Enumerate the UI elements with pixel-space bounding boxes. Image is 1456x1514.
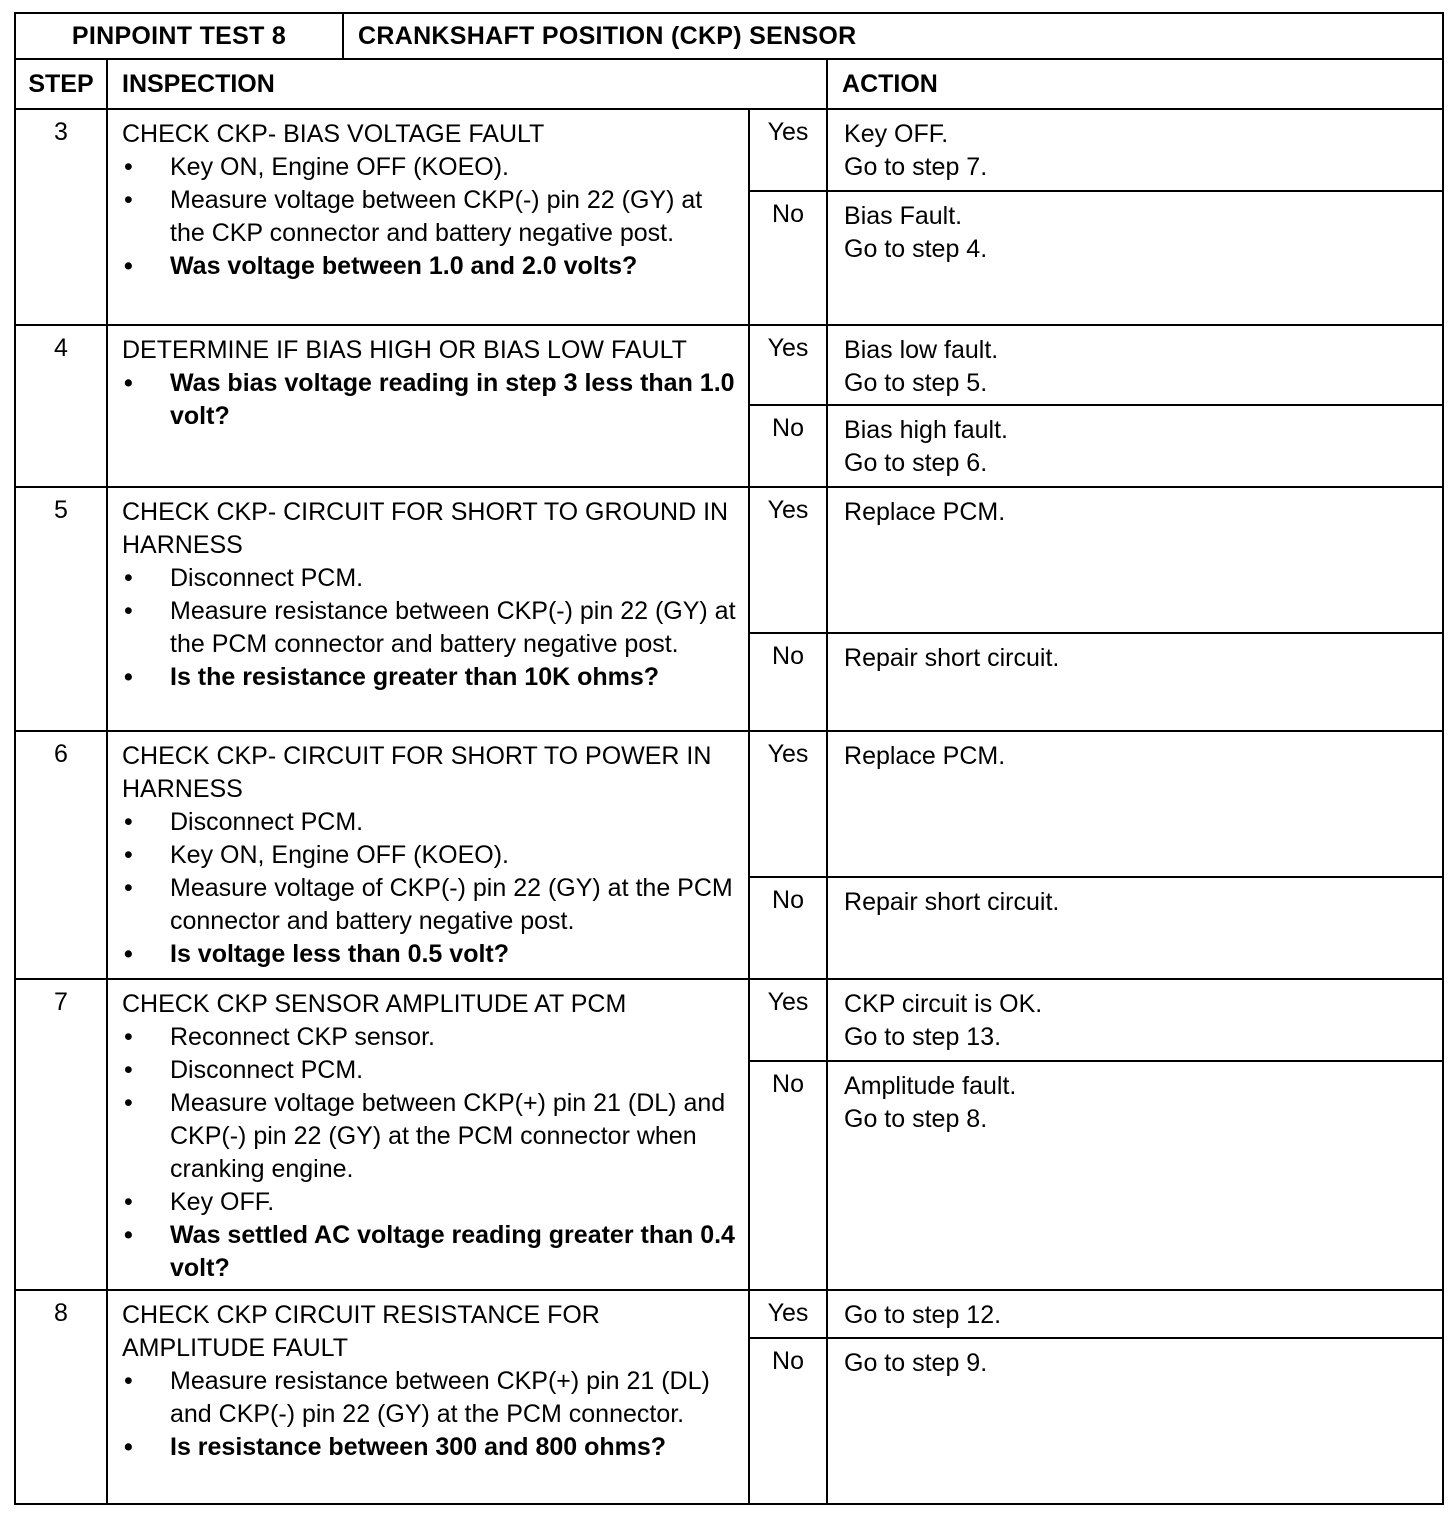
yes-label: Yes: [749, 731, 827, 877]
inspection-bullets: [122, 806, 738, 971]
inspection-bullet: • Key ON, Engine OFF (KOEO).: [122, 151, 738, 184]
inspection-bullet: • Measure voltage between CKP(+) pin 21 (DL) and CKP(-) pin 22 (GY) at the PCM connector when cranking engine.: [122, 1087, 738, 1186]
no-label: No: [749, 1061, 827, 1290]
yes-action: [827, 109, 1443, 191]
step-row-yes: [15, 109, 1443, 191]
yes-label: Yes: [749, 487, 827, 633]
step-row-yes: [15, 979, 1443, 1061]
step-number: 4: [15, 325, 107, 487]
action-line: Go to step 5.: [844, 369, 988, 397]
step-number: 5: [15, 487, 107, 731]
inspection-question: • Was bias voltage reading in step 3 less than 1.0 volt?: [122, 367, 738, 433]
inspection-bullet: • Disconnect PCM.: [122, 1054, 738, 1087]
inspection-bullet: • Reconnect CKP sensor.: [122, 1021, 738, 1054]
yes-label: Yes: [749, 325, 827, 405]
inspection-bullets: [122, 1021, 738, 1285]
column-header-inspection: INSPECTION: [107, 59, 827, 109]
inspection-bullet: • Disconnect PCM.: [122, 562, 738, 595]
test-title: CRANKSHAFT POSITION (CKP) SENSOR: [343, 13, 1443, 59]
action-line: Replace PCM.: [844, 498, 1006, 526]
column-header-action: ACTION: [827, 59, 1443, 109]
inspection-bullets: [122, 562, 738, 694]
yes-label: Yes: [749, 109, 827, 191]
step-number: 3: [15, 109, 107, 325]
no-action: [827, 877, 1443, 979]
action-line: Go to step 12.: [844, 1301, 1002, 1329]
step-row-yes: [15, 731, 1443, 877]
inspection-bullets: [122, 1365, 738, 1464]
no-action: [827, 191, 1443, 325]
test-label: PINPOINT TEST 8: [15, 13, 343, 59]
action-line: Amplitude fault.: [844, 1072, 1017, 1101]
inspection-question: • Was voltage between 1.0 and 2.0 volts?: [122, 250, 738, 283]
step-row-yes: [15, 487, 1443, 633]
yes-label: Yes: [749, 1290, 827, 1338]
action-line: Go to step 8.: [844, 1105, 988, 1134]
action-line: Go to step 13.: [844, 1023, 1002, 1051]
action-line: Go to step 7.: [844, 153, 988, 181]
yes-action: [827, 325, 1443, 405]
action-line: Go to step 6.: [844, 449, 988, 477]
step-number: 6: [15, 731, 107, 979]
step-inspection: [107, 325, 749, 487]
no-action: [827, 1061, 1443, 1290]
inspection-title: CHECK CKP SENSOR AMPLITUDE AT PCM: [122, 990, 627, 1018]
inspection-question: • Is the resistance greater than 10K ohms?: [122, 661, 738, 694]
no-label: No: [749, 633, 827, 731]
inspection-question: • Is voltage less than 0.5 volt?: [122, 938, 738, 971]
action-line: Repair short circuit.: [844, 644, 1060, 672]
action-line: Replace PCM.: [844, 742, 1006, 770]
yes-action: [827, 731, 1443, 877]
yes-action: [827, 1290, 1443, 1338]
inspection-title: CHECK CKP- CIRCUIT FOR SHORT TO GROUND IN HARNESS: [122, 498, 729, 559]
yes-action: [827, 979, 1443, 1061]
action-line: Bias low fault.: [844, 336, 999, 364]
step-row-yes: [15, 325, 1443, 405]
action-line: Go to step 4.: [844, 235, 988, 263]
action-line: Key OFF.: [844, 120, 949, 148]
inspection-title: DETERMINE IF BIAS HIGH OR BIAS LOW FAULT: [122, 336, 687, 364]
inspection-title: CHECK CKP- BIAS VOLTAGE FAULT: [122, 120, 545, 148]
inspection-bullet: • Disconnect PCM.: [122, 806, 738, 839]
inspection-bullet: • Key OFF.: [122, 1186, 738, 1219]
no-label: No: [749, 191, 827, 325]
action-line: Bias high fault.: [844, 416, 1009, 444]
no-label: No: [749, 1338, 827, 1504]
yes-label: Yes: [749, 979, 827, 1061]
inspection-question: • Was settled AC voltage reading greater than 0.4 volt?: [122, 1219, 738, 1285]
action-line: Go to step 9.: [844, 1349, 988, 1377]
inspection-bullet: • Measure resistance between CKP(-) pin 22 (GY) at the PCM connector and battery negative post.: [122, 595, 738, 661]
no-action: [827, 405, 1443, 487]
column-header-step: STEP: [15, 59, 107, 109]
inspection-bullet: • Measure voltage between CKP(-) pin 22 (GY) at the CKP connector and battery negative post.: [122, 184, 738, 250]
step-row-yes: [15, 1290, 1443, 1338]
step-inspection: [107, 1290, 749, 1504]
inspection-bullet: • Measure voltage of CKP(-) pin 22 (GY) at the PCM connector and battery negative post.: [122, 872, 738, 938]
step-number: 7: [15, 979, 107, 1290]
pinpoint-table: [14, 12, 1444, 1505]
step-inspection: [107, 487, 749, 731]
no-action: [827, 633, 1443, 731]
inspection-bullet: • Measure resistance between CKP(+) pin 21 (DL) and CKP(-) pin 22 (GY) at the PCM connector.: [122, 1365, 738, 1431]
inspection-bullets: [122, 151, 738, 283]
no-label: No: [749, 877, 827, 979]
step-inspection: [107, 109, 749, 325]
action-line: Repair short circuit.: [844, 888, 1060, 916]
column-header-row: [15, 59, 1443, 109]
yes-action: [827, 487, 1443, 633]
inspection-question: • Is resistance between 300 and 800 ohms?: [122, 1431, 738, 1464]
inspection-bullet: • Key ON, Engine OFF (KOEO).: [122, 839, 738, 872]
inspection-bullets: [122, 367, 738, 433]
step-inspection: [107, 731, 749, 979]
pinpoint-test-sheet: [14, 12, 1442, 1505]
step-inspection: [107, 979, 749, 1290]
inspection-title: CHECK CKP CIRCUIT RESISTANCE FOR AMPLITUDE FAULT: [122, 1301, 600, 1362]
test-header-row: [15, 13, 1443, 59]
no-label: No: [749, 405, 827, 487]
action-line: Bias Fault.: [844, 202, 963, 230]
no-action: [827, 1338, 1443, 1504]
step-number: 8: [15, 1290, 107, 1504]
action-line: CKP circuit is OK.: [844, 990, 1043, 1018]
inspection-title: CHECK CKP- CIRCUIT FOR SHORT TO POWER IN HARNESS: [122, 742, 712, 803]
